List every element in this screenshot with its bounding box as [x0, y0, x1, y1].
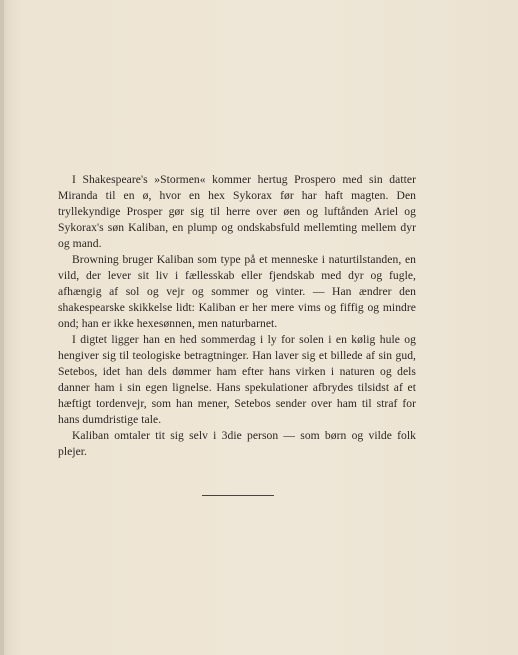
paragraph-2: Browning bruger Kaliban som type på et menneske i naturtilstanden, en vild, der lever sit liv i fællesskab eller fjendskab med dyr og fugle, afhængig af sol og vejr og sommer og vinter. — Han ændrer den shakespearske skikkelse lidt: Kaliban er her mere vims og fiffig og mindre ond; han er ikke hexesønnen, men naturbarnet.: [58, 253, 416, 330]
page-binding-edge: [0, 0, 4, 655]
section-divider-rule: [202, 495, 274, 496]
paragraph-1: I Shakespeare's »Stormen« kommer hertug Prospero med sin datter Miranda til en ø, hvor en hex Sykorax før har haft magten. Den tryllekyndige Prosper gør sig til herre over øen og luftånden Ariel og Sykorax's søn Kaliban, en plump og ondskabsfuld mellemting mellem dyr og mand.: [58, 173, 416, 250]
body-text: [58, 172, 416, 460]
paragraph-3: I digtet ligger han en hed sommerdag i ly for solen i en kølig hule og hengiver sig til teologiske betragtninger. Han laver sig et billede af sin gud, Setebos, idet han dels dømmer ham efter hans virken i naturen og dels danner ham i sin egen lignelse. Hans spekulationer afbrydes tilsidst af et hæftigt tordenvejr, som han mener, Setebos sender over ham til straf for hans dumdristige tale.: [58, 333, 416, 426]
paragraph-4: Kaliban omtaler tit sig selv i 3die person — som børn og vilde folk plejer.: [58, 429, 416, 458]
